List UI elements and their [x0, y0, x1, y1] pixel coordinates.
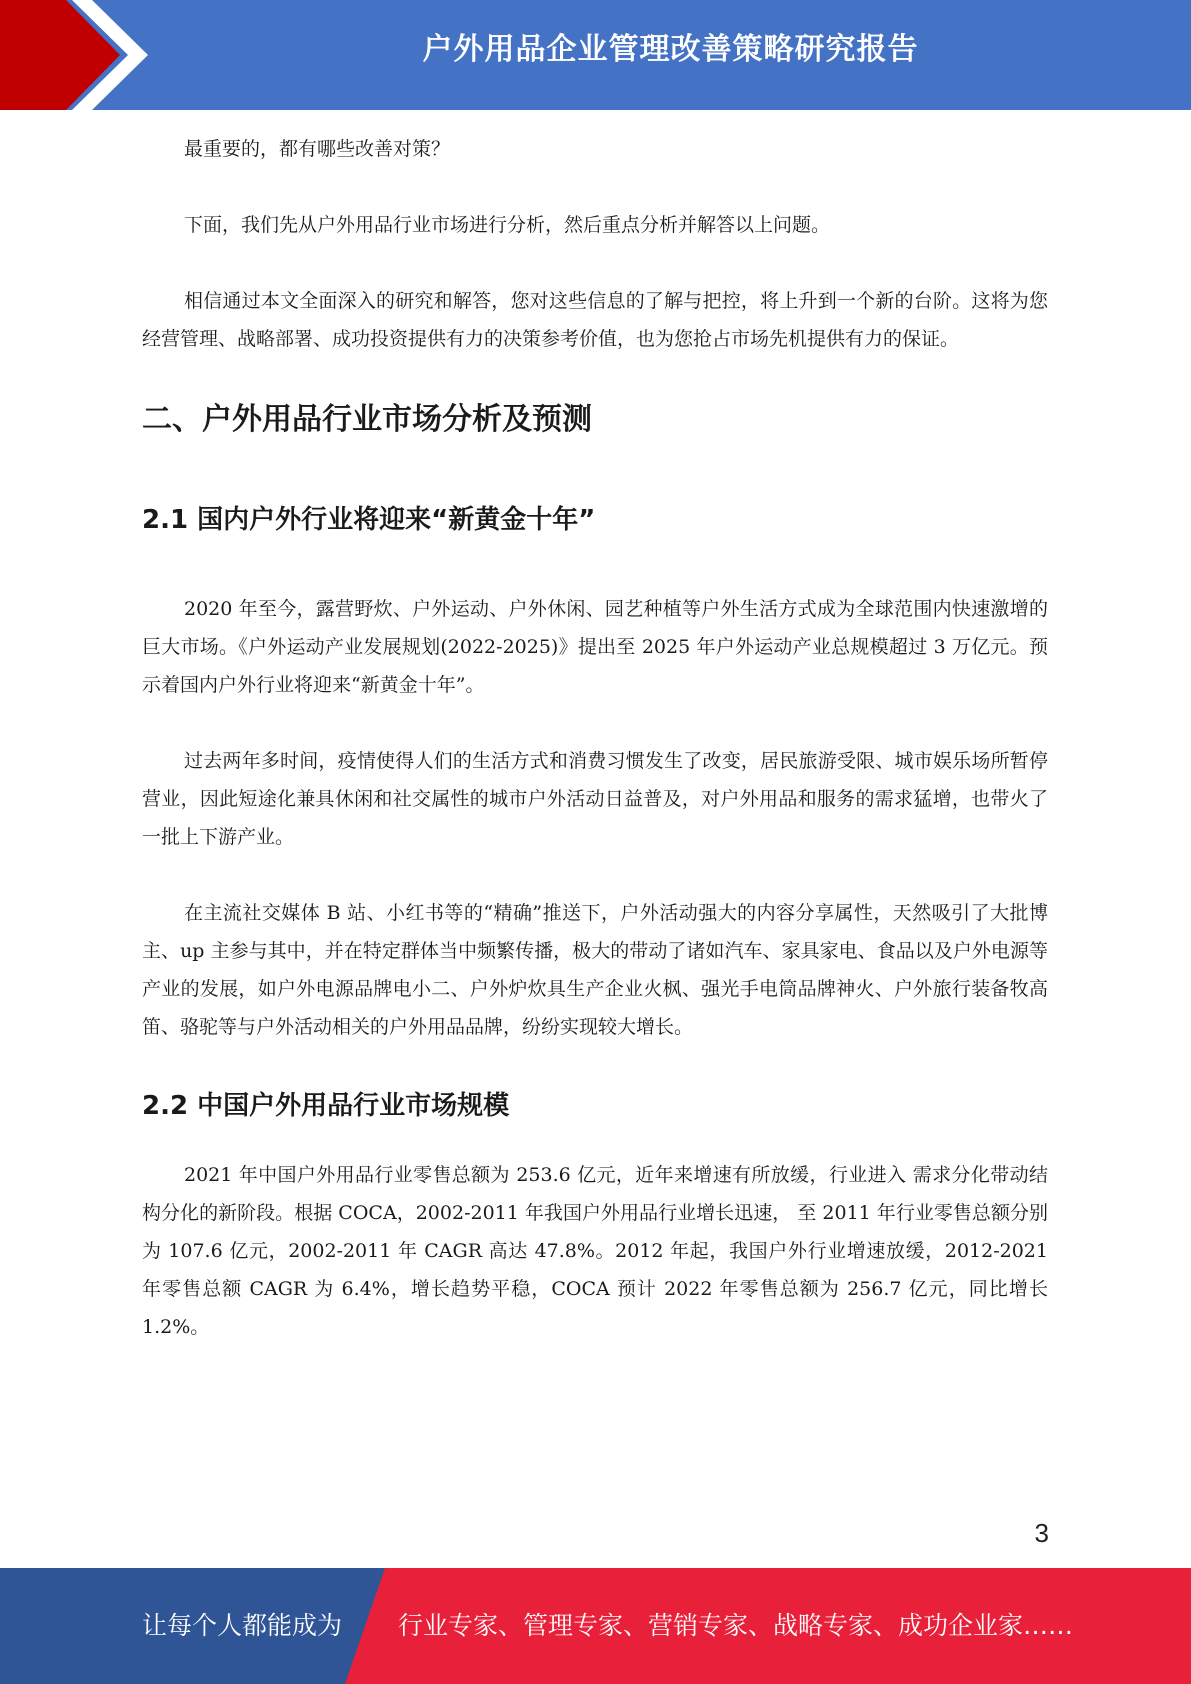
document-title: 户外用品企业管理改善策略研究报告: [422, 32, 919, 67]
subsection-heading: 2.2 中国户外用品行业市场规模: [142, 1091, 510, 1121]
page-footer: [0, 1568, 1191, 1684]
paragraph: 在主流社交媒体 B 站、小红书等的“精确”推送下，户外活动强大的内容分享属性，天然吸引了大批博主、up 主参与其中，并在特定群体当中频繁传播，极大的带动了诸如汽车、家具家电、食品以及户外电源等产业的发展，如户外电源品牌电小二、户外炉炊具生产企业火枫、强光手电筒品牌神火、户外旅行装备牧高笛、骆驼等与户外活动相关的户外用品品牌，纷纷实现较大增长。: [142, 902, 1048, 1038]
page-content: [142, 130, 1048, 1346]
section-heading: 二、户外用品行业市场分析及预测: [142, 402, 592, 437]
footer-slogan-left: 让每个人都能成为: [142, 1611, 343, 1640]
paragraph: 2020 年至今，露营野炊、户外运动、户外休闲、园艺种植等户外生活方式成为全球范围内快速激增的巨大市场。《户外运动产业发展规划(2022-2025)》提出至 2025 年户外运动产业总规模超过 3 万亿元。预示着国内户外行业将迎来“新黄金十年”。: [142, 598, 1048, 696]
page-header: [0, 0, 1191, 110]
subsection-heading: 2.1 国内户外行业将迎来“新黄金十年”: [142, 505, 596, 535]
footer-slogan-right: 行业专家、管理专家、营销专家、战略专家、成功企业家……: [398, 1611, 1074, 1640]
paragraph: 相信通过本文全面深入的研究和解答，您对这些信息的了解与把控，将上升到一个新的台阶。这将为您经营管理、战略部署、成功投资提供有力的决策参考价值，也为您抢占市场先机提供有力的保证。: [142, 290, 1048, 350]
page-number: 3: [1034, 1518, 1049, 1548]
paragraph: 过去两年多时间，疫情使得人们的生活方式和消费习惯发生了改变，居民旅游受限、城市娱乐场所暂停营业，因此短途化兼具休闲和社交属性的城市户外活动日益普及，对户外用品和服务的需求猛增，也带火了一批上下游产业。: [142, 750, 1048, 848]
paragraph: 最重要的，都有哪些改善对策？: [184, 138, 451, 160]
paragraph: 下面，我们先从户外用品行业市场进行分析，然后重点分析并解答以上问题。: [184, 214, 831, 236]
paragraph: 2021 年中国户外用品行业零售总额为 253.6 亿元，近年来增速有所放缓，行业进入 需求分化带动结构分化的新阶段。根据 COCA，2002-2011 年我国户外用品行业增长迅速， 至 2011 年行业零售总额分别为 107.6 亿元，2002-2011 年 CAGR 高达 47.8%。2012 年起，我国户外行业增速放缓，2012-2021 年零售总额 CAGR 为 6.4%，增长趋势平稳，COCA 预计 2022 年零售总额为 256.7 亿元，同比增长 1.2%。: [142, 1164, 1048, 1338]
header-chevron-graphic: [0, 0, 160, 110]
